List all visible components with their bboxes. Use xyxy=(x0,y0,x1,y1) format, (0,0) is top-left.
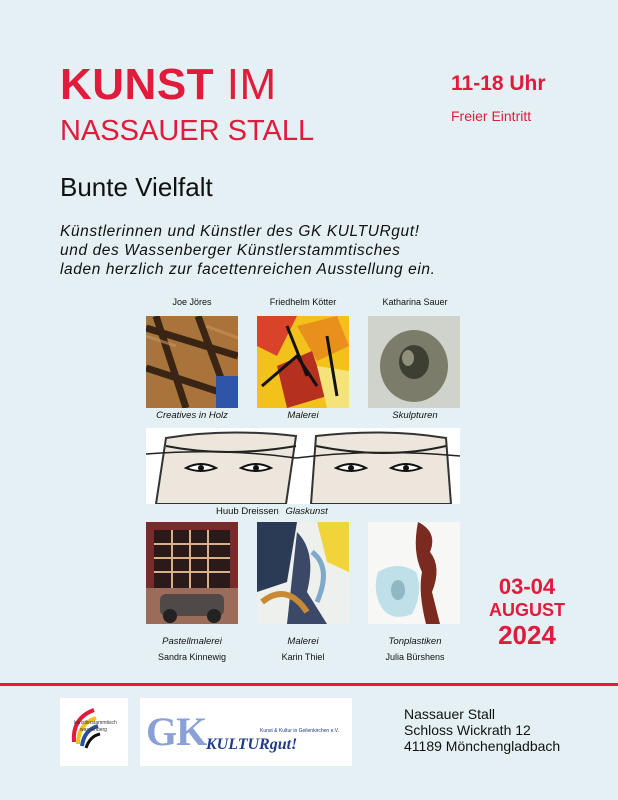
address-line: 41189 Mönchengladbach xyxy=(404,738,561,754)
artwork-caption: Glaskunst xyxy=(285,506,328,517)
subtitle: Bunte Vielfalt xyxy=(60,172,213,202)
stammtisch-place: wassenberg xyxy=(80,727,107,733)
artwork-glass xyxy=(146,428,460,504)
artwork-sculpture xyxy=(368,316,460,408)
artwork-caption: Creatives in Holz xyxy=(156,410,228,421)
artwork-caption: Malerei xyxy=(287,410,319,421)
gk-wordmark: KULTURgut! xyxy=(206,736,298,753)
divider xyxy=(0,683,618,686)
title-light: IM xyxy=(226,60,277,109)
artwork-painting-thiel xyxy=(257,522,349,624)
address-line: Nassauer Stall xyxy=(404,706,496,722)
intro-line: und des Wassenberger Künstlerstammtisches xyxy=(60,242,401,259)
artwork-ceramic xyxy=(368,522,460,624)
venue-address xyxy=(404,706,560,754)
date-days: 03-04 xyxy=(498,574,556,599)
date-year: 2024 xyxy=(498,620,556,650)
artist-name: Huub Dreissen xyxy=(216,506,279,517)
opening-hours: 11-18 Uhr xyxy=(451,72,546,95)
intro-text xyxy=(60,222,580,279)
artwork-caption: Malerei xyxy=(287,636,319,647)
artist-name: Julia Bürshens xyxy=(385,652,445,662)
intro-line: Künstlerinnen und Künstler des GK KULTURgut! xyxy=(60,223,420,240)
gk-letters: GK xyxy=(146,709,207,754)
page-title xyxy=(60,62,277,108)
artwork-caption: Skulpturen xyxy=(392,410,438,421)
artist-name: Friedhelm Kötter xyxy=(269,297,337,307)
artwork-wood xyxy=(146,316,238,408)
date-month: AUGUST xyxy=(489,600,565,620)
artwork-painting-koetter xyxy=(257,316,349,408)
artist-name: Karin Thiel xyxy=(281,652,325,662)
artist-name: Katharina Sauer xyxy=(382,297,448,307)
gk-kulturgut-logo xyxy=(140,698,352,766)
address-line: Schloss Wickrath 12 xyxy=(404,722,531,738)
artwork-pastel xyxy=(146,522,238,624)
title-line2: NASSAUER STALL xyxy=(60,115,315,147)
gk-tagline: Kunst & Kultur in Geilenkirchen e.V. xyxy=(260,728,340,734)
stammtisch-logo xyxy=(60,698,128,766)
artwork-caption: Tonplastiken xyxy=(388,636,442,647)
title-bold: KUNST xyxy=(60,60,215,109)
stammtisch-name: künstlerstammtisch xyxy=(74,720,117,726)
artwork-caption: Pastellmalerei xyxy=(162,636,222,647)
artist-name: Sandra Kinnewig xyxy=(157,652,227,662)
glass-credit xyxy=(216,506,328,517)
admission-note: Freier Eintritt xyxy=(451,108,532,124)
intro-line: laden herzlich zur facettenreichen Ausstellung ein. xyxy=(60,261,436,278)
artist-name: Joe Jöres xyxy=(172,297,212,307)
